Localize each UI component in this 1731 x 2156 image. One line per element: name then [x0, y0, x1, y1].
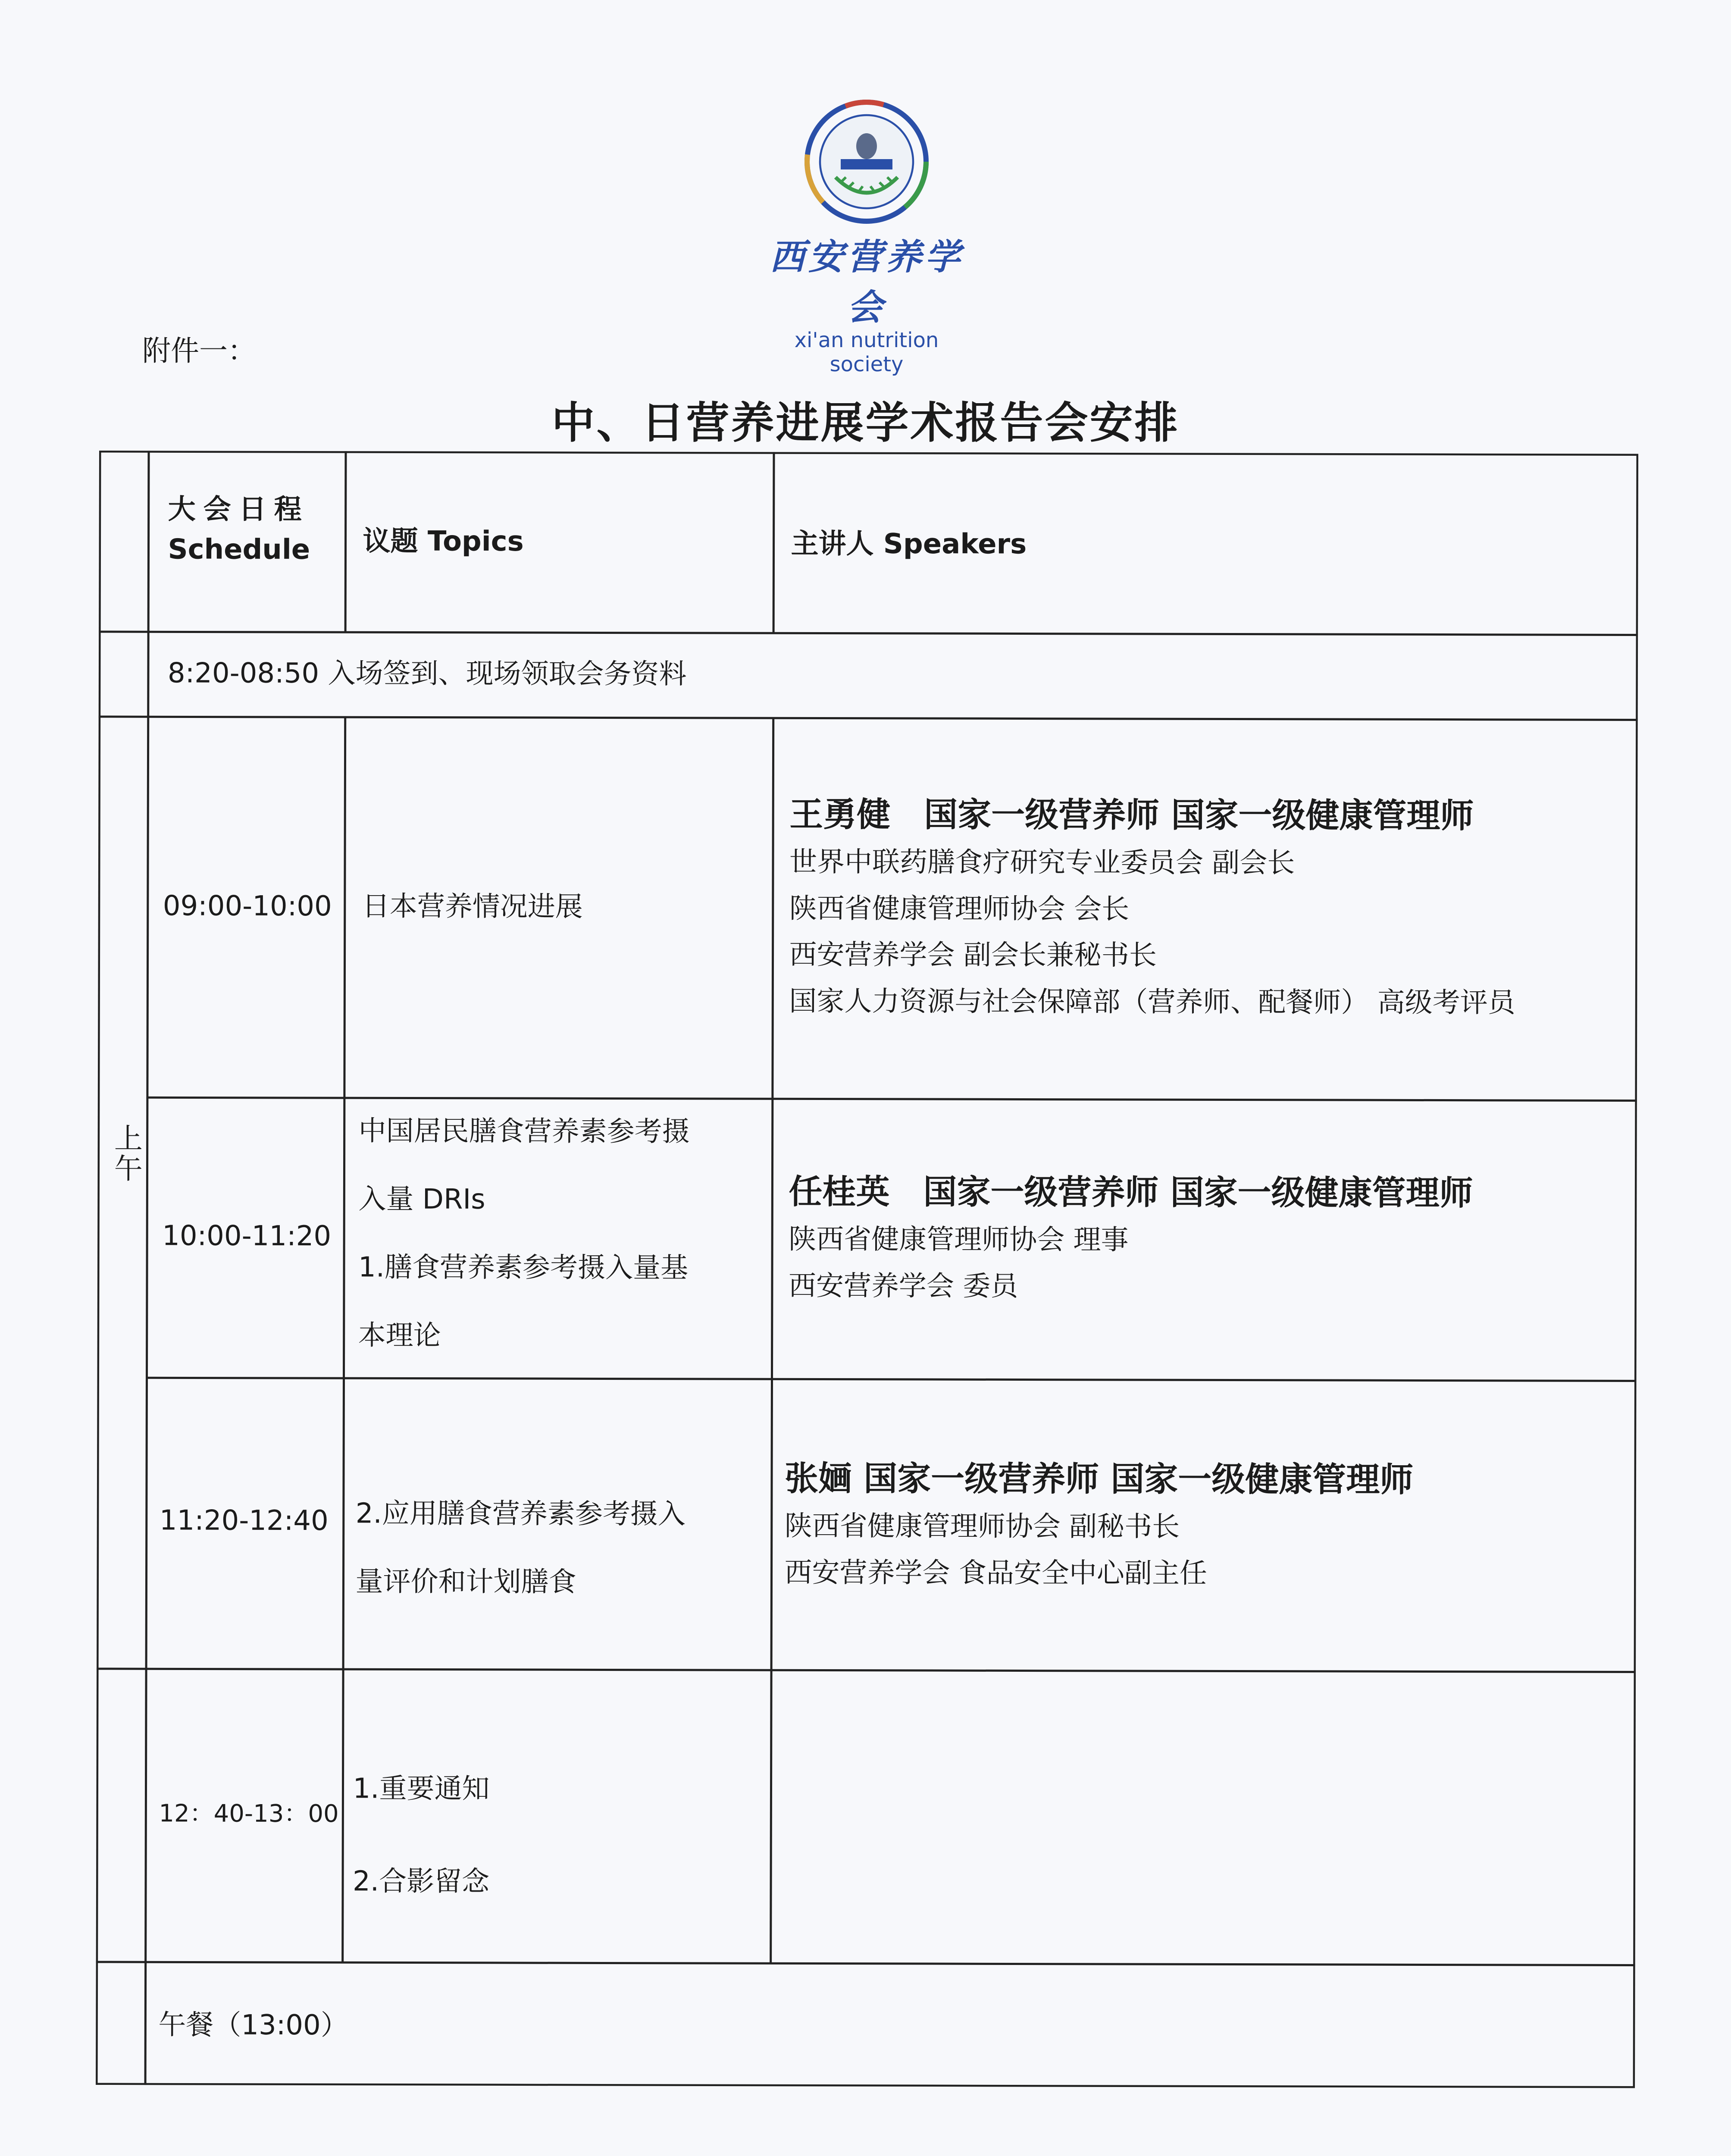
row2-topic-line-1: 中国居民膳食营养素参考摄 — [358, 1115, 690, 1148]
header-schedule — [168, 492, 310, 568]
logo-name-cn: 西安营养学会 — [770, 236, 964, 328]
row3-speaker-title-1: 陕西省健康管理师协会 副秘书长 — [784, 1510, 1180, 1543]
header-schedule-en: Schedule — [168, 533, 310, 566]
row4-topic-line-1: 1.重要通知 — [353, 1773, 490, 1805]
society-logo — [767, 97, 966, 376]
society-emblem-icon — [802, 97, 931, 226]
row4-topic-line-2: 2.合影留念 — [352, 1865, 490, 1898]
row2-topic-line-2: 入量 DRIs — [358, 1183, 485, 1216]
row1-speaker-title-4: 国家人力资源与社会保障部（营养师、配餐师） 高级考评员 — [789, 985, 1515, 1019]
row2-speaker-name: 任桂英 国家一级营养师 国家一级健康管理师 — [789, 1172, 1473, 1213]
schedule-table — [96, 451, 1638, 2088]
row2-topic-line-3: 1.膳食营养素参考摄入量基 — [358, 1251, 689, 1284]
row1-speaker-title-1: 世界中联药膳食疗研究专业委员会 副会长 — [789, 846, 1295, 879]
row4-topic — [353, 1742, 490, 1928]
logo-name-en: xi'an nutrition society — [794, 328, 939, 376]
checkin-row: 8:20-08:50 入场签到、现场领取会务资料 — [167, 657, 687, 690]
row1-speaker-title-3: 西安营养学会 副会长兼秘书长 — [789, 939, 1157, 972]
row2-topic-line-4: 本理论 — [358, 1319, 441, 1352]
row3-topic-line-2: 量评价和计划膳食 — [355, 1566, 576, 1598]
morning-label: 上午 — [109, 1123, 143, 1184]
row2-speaker-title-2: 西安营养学会 委员 — [788, 1269, 1018, 1303]
row3-time: 11:20-12:40 — [159, 1504, 329, 1537]
row3-topic-line-1: 2.应用膳食营养素参考摄入 — [355, 1498, 686, 1530]
row3-speaker-name: 张婳 国家一级营养师 国家一级健康管理师 — [784, 1459, 1414, 1500]
header-topics: 议题 Topics — [363, 525, 524, 558]
row3-topic — [355, 1479, 686, 1617]
row3-speaker-title-2: 西安营养学会 食品安全中心副主任 — [784, 1556, 1207, 1589]
header-speakers: 主讲人 Speakers — [791, 528, 1027, 561]
row2-time: 10:00-11:20 — [162, 1220, 332, 1253]
row3-speakers — [784, 1454, 1413, 1597]
row1-speaker-name: 王勇健 国家一级营养师 国家一级健康管理师 — [789, 795, 1474, 836]
row2-topic — [358, 1097, 690, 1370]
row1-topic: 日本营养情况进展 — [362, 890, 583, 923]
row4-time: 12：40-13：00 — [159, 1799, 339, 1828]
row1-speaker-title-2: 陕西省健康管理师协会 会长 — [789, 892, 1130, 925]
header-schedule-cn: 大会日程 — [168, 493, 310, 526]
document-title: 中、日营养进展学术报告会安排 — [551, 398, 1180, 448]
row1-speakers — [789, 790, 1515, 1026]
row1-time: 09:00-10:00 — [163, 890, 332, 923]
lunch-row: 午餐（13:00） — [158, 2009, 348, 2042]
attachment-label: 附件一： — [142, 334, 256, 367]
row2-speaker-title-1: 陕西省健康管理师协会 理事 — [789, 1223, 1129, 1257]
row2-speakers — [789, 1168, 1473, 1310]
